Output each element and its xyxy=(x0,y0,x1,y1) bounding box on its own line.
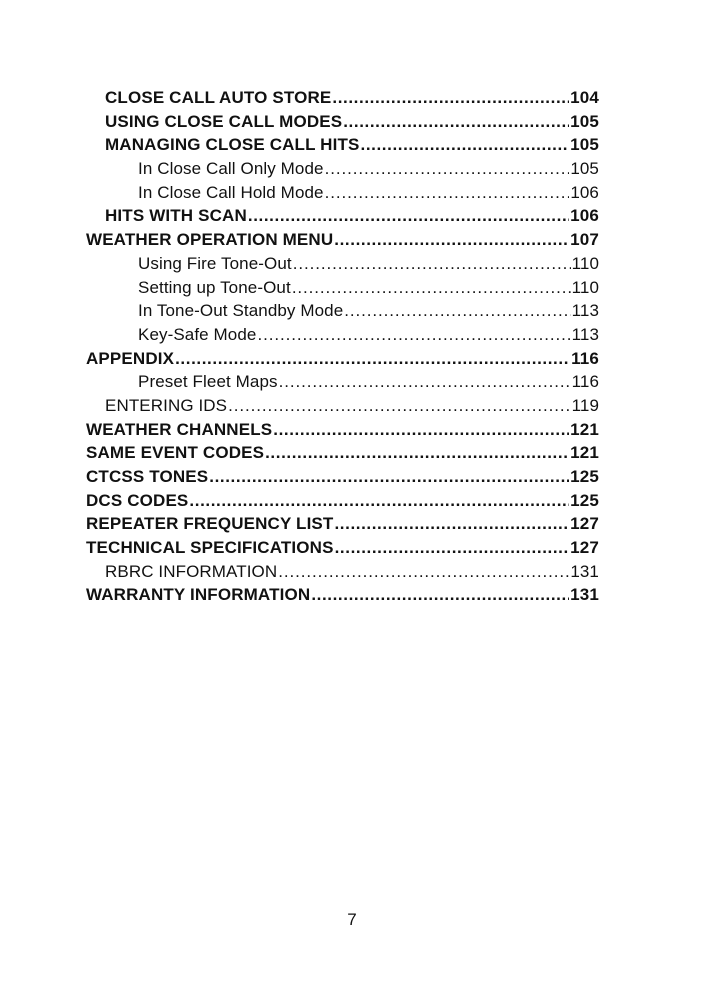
toc-dot-leader xyxy=(293,252,571,276)
toc-entry-title: In Tone-Out Standby Mode xyxy=(138,301,344,321)
toc-dot-leader xyxy=(335,536,570,560)
toc-dot-leader xyxy=(279,370,571,394)
toc-entry-page-number: 116 xyxy=(571,348,599,368)
toc-entry-page-number: 125 xyxy=(570,490,599,510)
toc-entry-page-number: 113 xyxy=(571,324,599,344)
toc-dot-leader xyxy=(344,299,570,323)
toc-entry[interactable] xyxy=(138,299,599,323)
toc-entry-page-number: 105 xyxy=(570,135,599,155)
toc-entry[interactable] xyxy=(105,110,599,134)
toc-entry[interactable] xyxy=(86,536,599,560)
toc-entry[interactable] xyxy=(86,489,599,513)
toc-entry-title: Preset Fleet Maps xyxy=(138,372,278,392)
page-number: 7 xyxy=(347,910,357,929)
toc-entry-page-number: 106 xyxy=(570,182,599,202)
toc-dot-leader xyxy=(343,110,569,134)
toc-entry-title: MANAGING CLOSE CALL HITS xyxy=(105,135,360,155)
toc-entry-title: Setting up Tone-Out xyxy=(138,277,291,297)
toc-entry-page-number: 105 xyxy=(570,159,599,179)
toc-dot-leader xyxy=(273,418,569,442)
toc-entry-page-number: 127 xyxy=(570,514,599,534)
toc-entry-page-number: 121 xyxy=(570,419,599,439)
toc-entry-page-number: 106 xyxy=(570,206,599,226)
toc-entry[interactable] xyxy=(86,465,599,489)
toc-entry-title: REPEATER FREQUENCY LIST xyxy=(86,514,334,534)
toc-entry-title: WEATHER OPERATION MENU xyxy=(86,230,334,250)
toc-dot-leader xyxy=(292,276,571,300)
toc-entry[interactable] xyxy=(138,181,599,205)
toc-dot-leader xyxy=(361,133,570,157)
toc-entry-title: In Close Call Only Mode xyxy=(138,159,324,179)
toc-entry-page-number: 121 xyxy=(570,443,599,463)
toc-entry-title: CTCSS TONES xyxy=(86,467,209,486)
toc-entry[interactable] xyxy=(86,512,599,536)
toc-entry-title: In Close Call Hold Mode xyxy=(138,182,324,202)
table-of-contents xyxy=(0,86,704,607)
toc-entry-title: ENTERING IDS xyxy=(105,395,228,415)
toc-dot-leader xyxy=(175,347,570,371)
toc-dot-leader xyxy=(332,86,569,110)
toc-entry-page-number: 119 xyxy=(571,395,599,415)
toc-entry[interactable] xyxy=(105,204,599,228)
toc-entry[interactable] xyxy=(138,252,599,276)
toc-dot-leader xyxy=(334,228,569,252)
toc-entry-title: SAME EVENT CODES xyxy=(86,443,265,463)
toc-entry[interactable] xyxy=(86,347,599,371)
toc-entry-page-number: 125 xyxy=(570,467,599,486)
toc-dot-leader xyxy=(334,512,569,536)
toc-dot-leader xyxy=(325,157,570,181)
toc-dot-leader xyxy=(189,489,569,513)
toc-entry-title: CLOSE CALL AUTO STORE xyxy=(105,88,332,107)
toc-entry[interactable] xyxy=(105,394,599,418)
toc-entry-title: Using Fire Tone-Out xyxy=(138,253,292,273)
toc-entry-title: WEATHER CHANNELS xyxy=(86,419,273,439)
toc-entry-title: APPENDIX xyxy=(86,348,175,368)
toc-entry-title: TECHNICAL SPECIFICATIONS xyxy=(86,538,334,558)
toc-dot-leader xyxy=(248,204,569,228)
toc-entry[interactable] xyxy=(138,157,599,181)
toc-entry[interactable] xyxy=(86,228,599,252)
toc-entry-page-number: 104 xyxy=(570,88,599,107)
toc-entry-page-number: 110 xyxy=(571,253,599,273)
toc-entry-page-number: 110 xyxy=(571,277,599,297)
toc-dot-leader xyxy=(325,181,570,205)
toc-entry-title: DCS CODES xyxy=(86,490,189,510)
toc-entry-page-number: 116 xyxy=(571,372,599,392)
toc-entry-page-number: 127 xyxy=(570,538,599,558)
toc-dot-leader xyxy=(257,323,570,347)
toc-dot-leader xyxy=(278,560,569,584)
toc-entry-title: USING CLOSE CALL MODES xyxy=(105,111,343,131)
toc-entry-title: WARRANTY INFORMATION xyxy=(86,585,311,605)
toc-entry[interactable] xyxy=(86,583,599,607)
toc-entry[interactable] xyxy=(86,418,599,442)
toc-entry-title: RBRC INFORMATION xyxy=(105,561,278,581)
toc-entry[interactable] xyxy=(105,86,599,110)
toc-entry[interactable] xyxy=(105,560,599,584)
toc-dot-leader xyxy=(265,441,569,465)
toc-entry[interactable] xyxy=(138,276,599,300)
toc-entry[interactable] xyxy=(86,441,599,465)
toc-entry-page-number: 113 xyxy=(571,301,599,321)
toc-dot-leader xyxy=(209,465,569,489)
toc-dot-leader xyxy=(228,394,570,418)
toc-entry[interactable] xyxy=(138,370,599,394)
toc-entry-page-number: 105 xyxy=(570,111,599,131)
toc-entry-title: HITS WITH SCAN xyxy=(105,206,247,226)
toc-entry-page-number: 131 xyxy=(570,585,599,605)
toc-entry-title: Key-Safe Mode xyxy=(138,324,257,344)
toc-entry[interactable] xyxy=(138,323,599,347)
toc-entry[interactable] xyxy=(105,133,599,157)
toc-entry-page-number: 131 xyxy=(570,561,599,581)
toc-entry-page-number: 107 xyxy=(570,230,599,250)
toc-dot-leader xyxy=(311,583,569,607)
